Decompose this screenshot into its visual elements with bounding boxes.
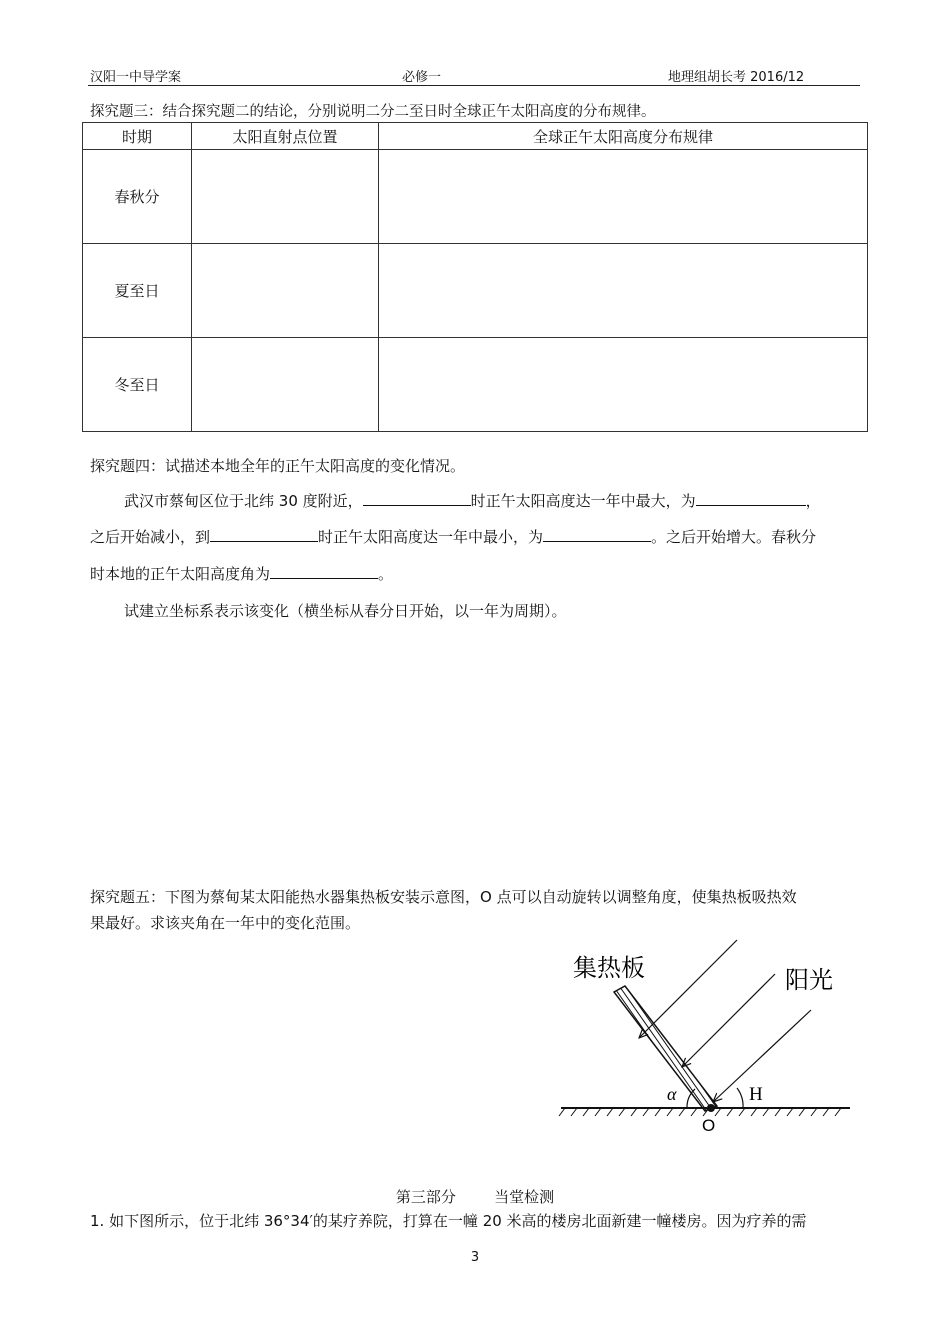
header-right: 地理组胡长考 2016/12 bbox=[668, 70, 805, 85]
fill-blank[interactable] bbox=[696, 490, 806, 506]
q4-text: ， bbox=[805, 492, 821, 510]
answer-cell[interactable] bbox=[379, 244, 868, 338]
pivot-point bbox=[707, 1104, 715, 1112]
q4-text: 武汉市蔡甸区位于北纬 30 度附近， bbox=[124, 492, 363, 510]
q5-line-1: 探究题五：下图为蔡甸某太阳能热水器集热板安装示意图，O 点可以自动旋转以调整角度，使集热板吸热效 bbox=[90, 888, 797, 906]
header-left: 汉阳一中导学案 bbox=[90, 70, 182, 85]
q4-text: 时本地的正午太阳高度角为 bbox=[90, 565, 271, 583]
q4-line-2 bbox=[90, 526, 816, 547]
answer-cell[interactable] bbox=[192, 150, 379, 244]
col-header-distribution: 全球正午太阳高度分布规律 bbox=[379, 123, 868, 150]
h-angle-arc bbox=[737, 1088, 743, 1108]
q4-text: 时正午太阳高度达一年中最大，为 bbox=[470, 492, 696, 510]
q4-text: 。 bbox=[378, 565, 394, 583]
q3-title: 探究题三：结合探究题二的结论，分别说明二分二至日时全球正午太阳高度的分布规律。 bbox=[90, 104, 656, 120]
col-header-period: 时期 bbox=[83, 123, 192, 150]
col-header-direct-point: 太阳直射点位置 bbox=[192, 123, 379, 150]
page-number: 3 bbox=[470, 1250, 480, 1265]
table-row bbox=[83, 244, 868, 338]
sunlight-ray bbox=[682, 974, 775, 1067]
q4-text: 。之后开始增大。春秋分 bbox=[651, 528, 817, 546]
table-row bbox=[83, 150, 868, 244]
ground-hatching bbox=[559, 1108, 841, 1116]
fill-blank[interactable] bbox=[543, 526, 651, 542]
q4-text: 时正午太阳高度达一年中最小，为 bbox=[318, 528, 544, 546]
row-label-winter-solstice: 冬至日 bbox=[83, 338, 192, 432]
o-label: O bbox=[702, 1116, 716, 1135]
answer-cell[interactable] bbox=[379, 150, 868, 244]
row-label-equinox: 春秋分 bbox=[83, 150, 192, 244]
h-label: H bbox=[749, 1084, 763, 1105]
q4-title: 探究题四：试描述本地全年的正午太阳高度的变化情况。 bbox=[90, 457, 466, 475]
fill-blank[interactable] bbox=[363, 490, 471, 506]
alpha-label: α bbox=[667, 1084, 677, 1104]
panel-label: 集热板 bbox=[573, 954, 645, 982]
collector-panel bbox=[614, 986, 717, 1111]
table-row bbox=[83, 338, 868, 432]
header-divider bbox=[88, 85, 860, 86]
table-header-row bbox=[83, 123, 868, 150]
q4-line-1 bbox=[124, 490, 821, 511]
q5-line-2: 果最好。求该夹角在一年中的变化范围。 bbox=[90, 914, 361, 932]
sunlight-label: 阳光 bbox=[785, 966, 833, 994]
row-label-summer-solstice: 夏至日 bbox=[83, 244, 192, 338]
part3-q1: 1. 如下图所示，位于北纬 36°34′的某疗养院，打算在一幢 20 米高的楼房北面新建一幢楼房。因为疗养的需 bbox=[90, 1212, 807, 1230]
part3-title: 第三部分 当堂检测 bbox=[395, 1188, 555, 1206]
q4-instruction: 试建立坐标系表示该变化（横坐标从春分日开始，以一年为周期）。 bbox=[124, 602, 567, 620]
q4-line-3 bbox=[90, 563, 393, 584]
answer-cell[interactable] bbox=[192, 338, 379, 432]
sunlight-ray bbox=[639, 940, 737, 1038]
q4-text: 之后开始减小，到 bbox=[90, 528, 211, 546]
header-center: 必修一 bbox=[402, 70, 442, 85]
fill-blank[interactable] bbox=[270, 563, 378, 579]
fill-blank[interactable] bbox=[210, 526, 318, 542]
answer-cell[interactable] bbox=[379, 338, 868, 432]
solar-panel-figure bbox=[555, 930, 855, 1140]
q3-table bbox=[82, 122, 868, 432]
answer-cell[interactable] bbox=[192, 244, 379, 338]
